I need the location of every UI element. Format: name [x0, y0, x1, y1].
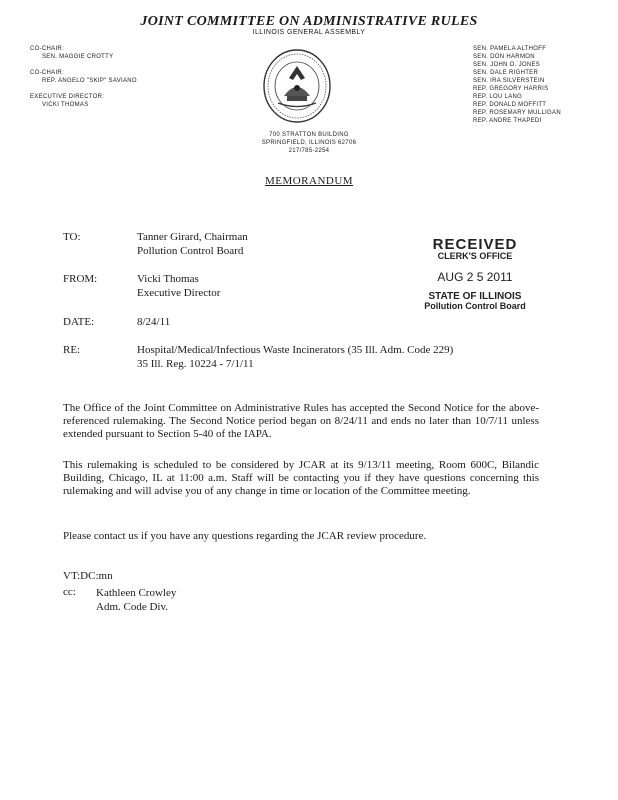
paragraph-3: Please contact us if you have any questions regarding the JCAR review procedure.: [63, 530, 427, 542]
member-item: REP. DONALD MOFFITT: [473, 102, 547, 108]
members-list: [473, 45, 561, 125]
memo-title: [0, 175, 618, 187]
member-item: SEN. PAMELA ALTHOFF: [473, 46, 547, 52]
re-block: [137, 343, 453, 371]
stamp-clerks-office: CLERK'S OFFICE: [437, 251, 513, 261]
to-label: TO:: [63, 231, 81, 243]
address-block: [0, 131, 618, 155]
date-label: DATE:: [63, 316, 95, 328]
cc-block: [96, 586, 176, 614]
date-value: 8/24/11: [137, 316, 171, 328]
member-item: REP. GREGORY HARRIS: [473, 86, 549, 92]
cc-label: cc:: [63, 586, 76, 598]
state-seal-icon: [262, 48, 332, 124]
member-item: SEN. DALE RIGHTER: [473, 70, 539, 76]
from-block: [137, 272, 220, 300]
re-label: RE:: [63, 344, 81, 356]
from-line-1: Vicki Thomas: [137, 273, 199, 285]
exec-director: VICKI THOMAS: [42, 102, 89, 108]
from-line-2: Executive Director: [137, 287, 221, 299]
paragraph-1: The Office of the Joint Committee on Administrative Rules has accepted the Second Notice for the above-referenced rulemaking. The Second Notice period began on 8/24/11 and ends no later than 10/7/11 unless extended pursuant to Section 5-40 of the IAPA.: [63, 402, 539, 440]
cc-line-1: Kathleen Crowley: [96, 587, 177, 599]
member-item: REP. LOU LANG: [473, 94, 523, 100]
received-stamp: [410, 236, 540, 311]
co-chair-label-1: CO-CHAIR:: [30, 46, 65, 52]
memo-title-text: MEMORANDUM: [264, 175, 354, 187]
co-chairs-block: [30, 45, 137, 109]
from-label: FROM:: [63, 273, 98, 285]
address-line-2: SPRINGFIELD, ILLINOIS 62706: [261, 140, 357, 146]
member-item: SEN. IRA SILVERSTEIN: [473, 78, 545, 84]
re-line-2: 35 Ill. Reg. 10224 - 7/1/11: [137, 358, 254, 370]
address-line-1: 700 STRATTON BUILDING: [269, 132, 349, 138]
member-item: REP. ANDRE THAPEDI: [473, 118, 542, 124]
stamp-received: RECEIVED: [432, 236, 518, 253]
letterhead-title: JOINT COMMITTEE ON ADMINISTRATIVE RULES: [140, 14, 478, 29]
co-chair-2: REP. ANGELO "SKIP" SAVIANO: [42, 78, 137, 84]
stamp-state: STATE OF ILLINOIS: [428, 291, 522, 302]
member-item: SEN. DON HARMON: [473, 54, 535, 60]
member-item: SEN. JOHN O. JONES: [473, 62, 541, 68]
to-line-1: Tanner Girard, Chairman: [137, 231, 248, 243]
letterhead-subtitle: ILLINOIS GENERAL ASSEMBLY: [252, 29, 366, 36]
phone: 217/785-2254: [288, 148, 330, 154]
co-chair-label-2: CO-CHAIR:: [30, 70, 65, 76]
initials: VT:DC:mn: [63, 570, 113, 582]
co-chair-1: SEN. MAGGIE CROTTY: [42, 54, 114, 60]
to-block: [137, 230, 248, 258]
paragraph-2: This rulemaking is scheduled to be considered by JCAR at its 9/13/11 meeting, Room 600C, Bilandic Building, Chicago, IL at 11:00 a.m. Staff will be contacting you if they have questions concerning this rulemaking and will advise you of any change in time or location of the Committee meeting.: [63, 459, 539, 497]
member-item: REP. ROSEMARY MULLIGAN: [473, 110, 561, 116]
stamp-date: AUG 2 5 2011: [437, 270, 513, 284]
cc-line-2: Adm. Code Div.: [96, 601, 169, 613]
to-line-2: Pollution Control Board: [137, 245, 244, 257]
re-line-1: Hospital/Medical/Infectious Waste Incinerators (35 Ill. Adm. Code 229): [137, 344, 454, 356]
exec-director-label: EXECUTIVE DIRECTOR:: [30, 94, 105, 100]
stamp-board: Pollution Control Board: [424, 301, 526, 311]
